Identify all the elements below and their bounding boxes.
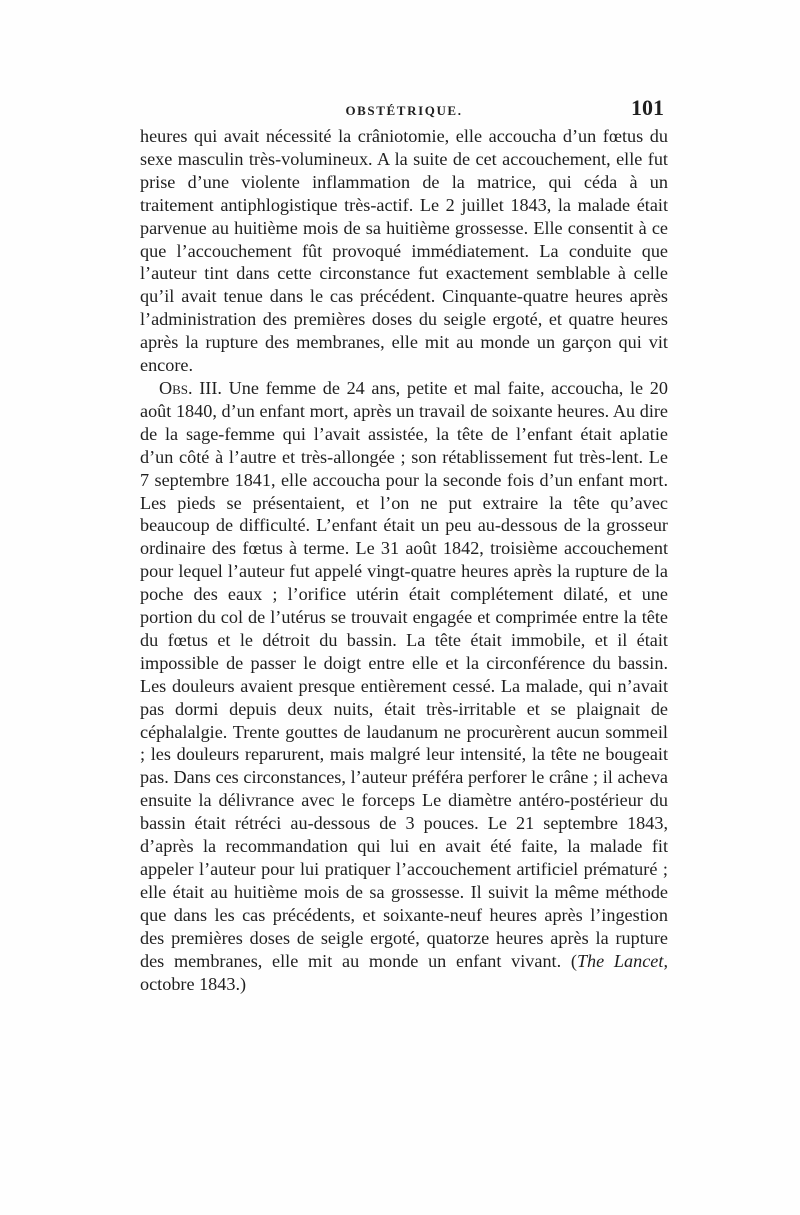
running-title: OBSTÉTRIQUE. (345, 103, 463, 118)
observation-label: Obs. III. (159, 377, 222, 398)
paragraph-observation-3 (140, 377, 668, 995)
paragraph-continuation: heures qui avait nécessité la crâniotomie, elle accoucha d’un fœtus du sexe masculin très-volumineux. A la suite de cet accouchement, elle fut prise d’une violente inflammation de la matrice, qui céda à un traitement antiphlogistique très-actif. Le 2 juillet 1843, la malade était parvenue au huitième mois de sa huitième grossesse. Elle consentit à ce que l’accouchement fût provoqué immédiatement. La conduite que l’auteur tint dans cette circonstance fut exactement semblable à celle qu’il avait tenue dans le cas précédent. Cinquante-quatre heures après l’administration des premières doses du seigle ergoté, et quatre heures après la rupture des membranes, elle mit au monde un garçon qui vit encore. (140, 126, 668, 376)
journal-citation: The Lancet (576, 950, 664, 971)
observation-text: Une femme de 24 ans, petite et mal faite, accoucha, le 20 août 1840, d’un enfant mort, après un travail de soixante heures. Au dire de la sage-femme qui l’avait assistée, la tête de l’enfant était aplatie d’un côté à l’autre et très-allongée ; son rétablissement fut très-lent. Le 7 septembre 1841, elle accoucha pour la seconde fois d’un enfant mort. Les pieds se présentaient, et l’on ne put extraire la tête qu’avec beaucoup de difficulté. L’enfant était un peu au-dessous de la grosseur ordinaire des fœtus à terme. Le 31 août 1842, troisième accouchement pour lequel l’auteur fut appelé vingt-quatre heures après la rupture de la poche des eaux ; l’orifice utérin était complétement dilaté, et une portion du col de l’utérus se trouvait engagée et comprimée entre la tête du fœtus et le détroit du bassin. La tête était immobile, et il était impossible de passer le doigt entre elle et la circonférence du bassin. Les douleurs avaient presque entièrement cessé. La malade, qui n’avait pas dormi depuis deux nuits, était très-irritable et se plaignait de céphalalgie. Trente gouttes de laudanum ne procurèrent aucun sommeil ; les douleurs reparurent, mais malgré leur intensité, la tête ne bougeait pas. Dans ces circonstances, l’auteur préféra perforer le crâne ; il acheva ensuite la délivrance avec le forceps Le diamètre antéro-postérieur du bassin était rétréci au-dessous de 3 pouces. Le 21 septembre 1843, d’après la recommandation qui lui en avait été faite, la malade fit appeler l’auteur pour lui pratiquer l’accouchement artificiel prématuré ; elle était au huitième mois de sa grossesse. Il suivit la même méthode que dans les cas précédents, et soixante-neuf heures après l’ingestion des premières doses de seigle ergoté, quatorze heures après la rupture des membranes, elle mit au monde un enfant vivant. ( (140, 377, 668, 971)
page-header (140, 95, 668, 125)
citation-date: , octobre 1843.) (140, 950, 668, 994)
body-text (140, 125, 668, 995)
page-number: 101 (631, 95, 664, 120)
book-page (140, 95, 668, 995)
